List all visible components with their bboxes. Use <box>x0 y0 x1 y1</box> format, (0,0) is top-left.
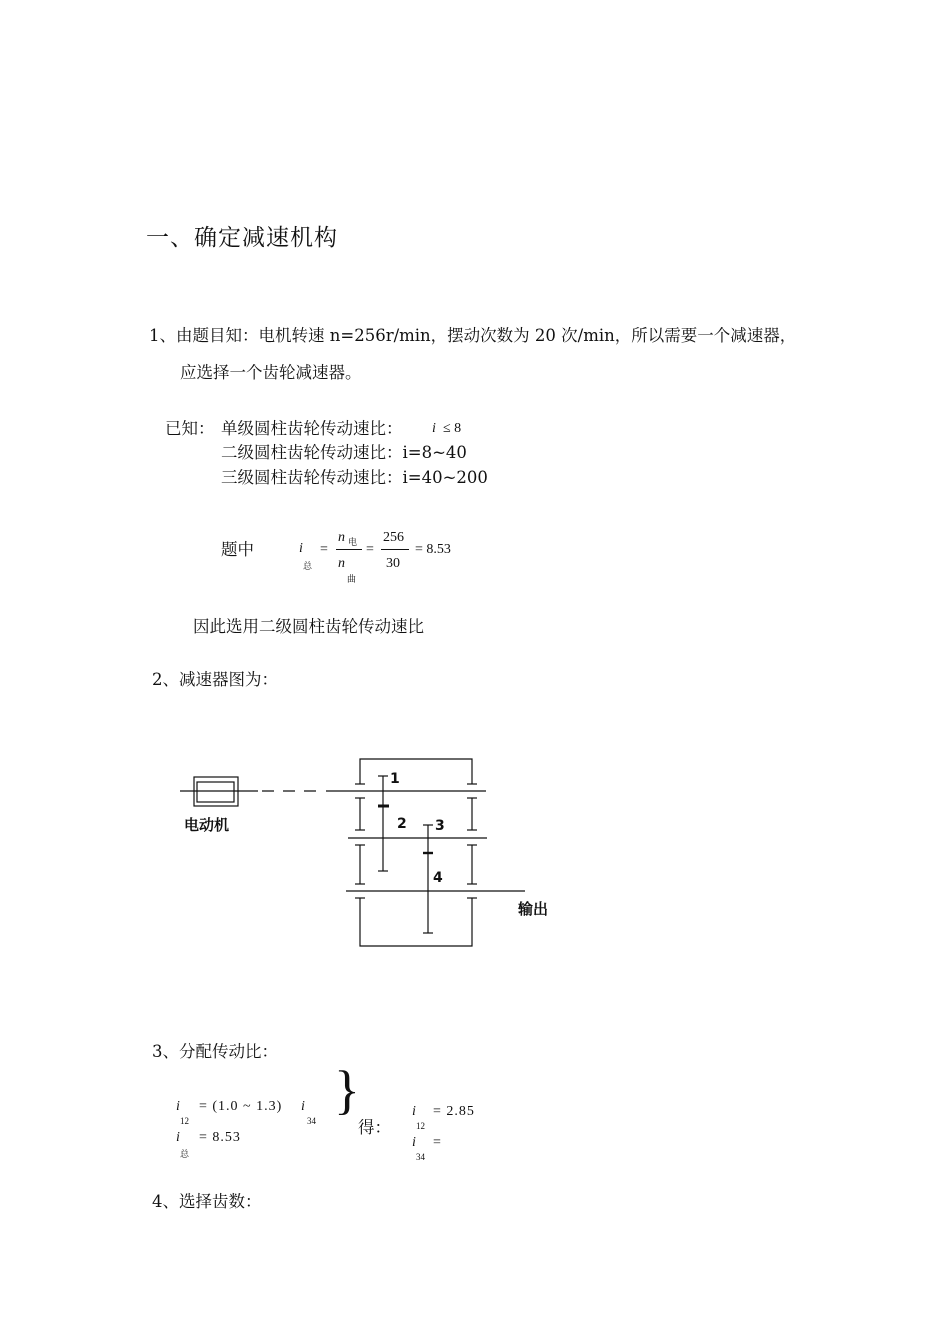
formula-num-n: n <box>338 530 345 545</box>
reducer-diagram <box>170 750 570 960</box>
ratio1-eq: = (1.0 ~ 1.3) <box>199 1099 283 1114</box>
formula-label: 题中 <box>221 540 254 559</box>
ratio1-i34-sub: 34 <box>307 1116 316 1126</box>
formula-num-sub: 电 <box>348 537 358 547</box>
ratio1-i: i <box>176 1099 180 1114</box>
section-title: 一、确定减速机构 <box>146 225 338 251</box>
result-get: 得： <box>358 1118 391 1137</box>
formula-result: = 8.53 <box>415 542 451 557</box>
item1-line2: 应选择一个齿轮减速器。 <box>180 363 362 382</box>
known-single: 单级圆柱齿轮传动速比： <box>221 419 403 438</box>
formula-eq1: = <box>320 542 328 557</box>
fraction-line-1 <box>336 549 362 550</box>
ratio2-i: i <box>176 1130 180 1145</box>
gear-3-label: 3 <box>435 818 445 834</box>
formula-den-n: n <box>338 556 345 571</box>
formula-den-val: 30 <box>386 556 400 571</box>
fraction-line-2 <box>381 549 409 550</box>
ratio2-sub: 总 <box>180 1149 190 1159</box>
item2-text: 2、减速器图为： <box>152 670 278 689</box>
known-single-i: i <box>432 421 436 436</box>
gear-2-label: 2 <box>397 816 407 832</box>
known-single-rest: ≤ 8 <box>443 421 462 436</box>
formula-num-val: 256 <box>383 530 404 545</box>
formula-i-sub: 总 <box>303 561 313 571</box>
res2-i: i <box>412 1135 416 1150</box>
ratio1-sub: 12 <box>180 1116 189 1126</box>
formula-eq2: = <box>366 542 374 557</box>
ratio1-i34: i <box>301 1099 305 1114</box>
formula-den-sub: 曲 <box>347 574 357 584</box>
res2-val: = <box>433 1135 441 1150</box>
motor-inner <box>197 782 234 802</box>
known-triple: 三级圆柱齿轮传动速比：i=40~200 <box>221 468 488 487</box>
motor-label: 电动机 <box>184 816 230 834</box>
res1-sub: 12 <box>416 1121 425 1131</box>
formula-i: i <box>299 541 303 556</box>
item1-line1: 1、由题目知：电机转速 n=256r/min，摆动次数为 20 次/min，所以需要一个减速器， <box>149 326 797 345</box>
conclusion-text: 因此选用二级圆柱齿轮传动速比 <box>193 617 424 636</box>
known-double: 二级圆柱齿轮传动速比：i=8~40 <box>221 443 467 462</box>
right-brace: } <box>334 1060 360 1120</box>
item4-text: 4、选择齿数： <box>152 1192 262 1211</box>
output-label: 输出 <box>518 900 549 918</box>
known-prefix: 已知： <box>165 419 215 438</box>
housing-top <box>360 759 472 784</box>
gear-1-label: 1 <box>390 771 400 787</box>
housing-bottom <box>360 898 472 946</box>
res1-i: i <box>412 1104 416 1119</box>
res2-sub: 34 <box>416 1152 425 1162</box>
ratio2-eq: = 8.53 <box>199 1130 241 1145</box>
gear-4-label: 4 <box>433 870 443 886</box>
res1-val: = 2.85 <box>433 1104 475 1119</box>
item3-text: 3、分配传动比： <box>152 1042 278 1061</box>
